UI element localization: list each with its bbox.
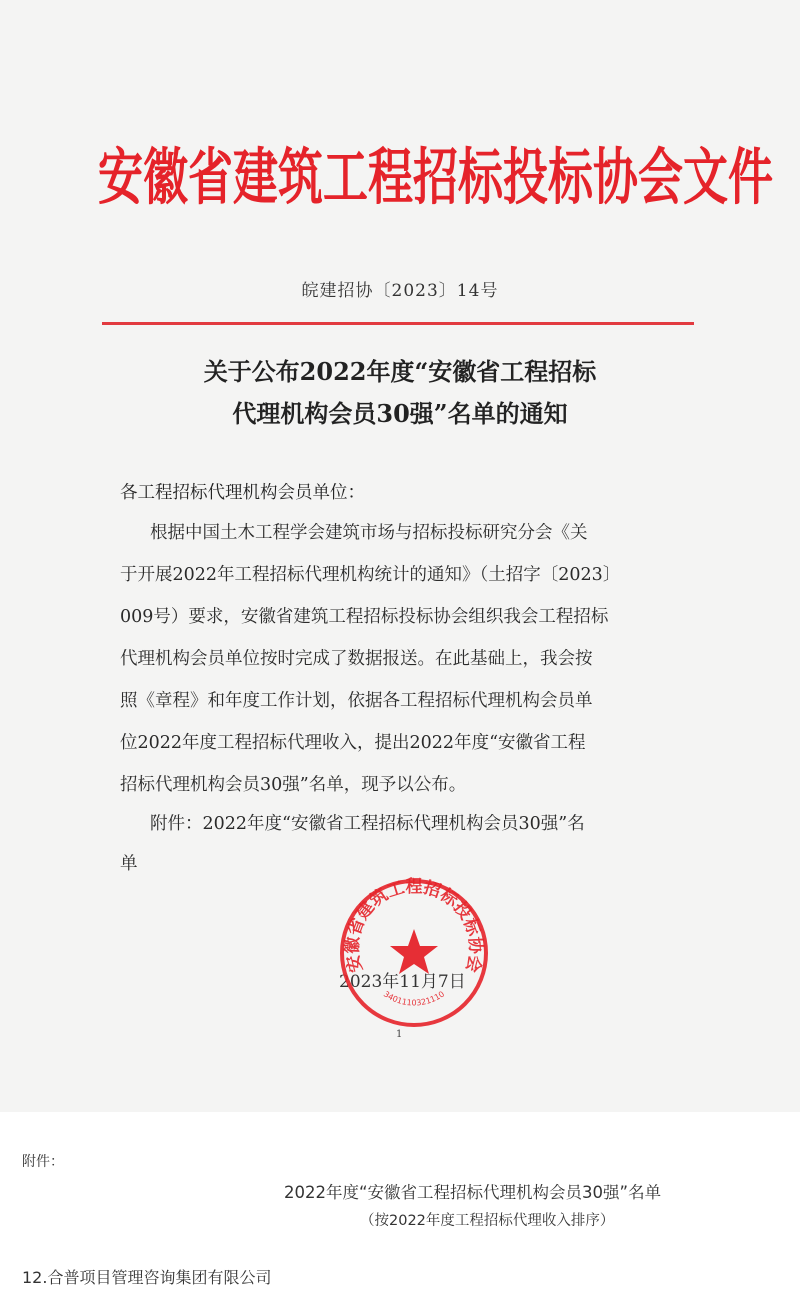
svg-text:3401110321110	[382, 989, 446, 1007]
body-line-7: 招标代理机构会员30强”名单，现予以公布。	[120, 775, 467, 795]
body-line-3: 009号）要求，安徽省建筑工程招标投标协会组织我会工程招标	[120, 607, 609, 627]
attachment-line-1: 附件：2022年度“安徽省工程招标代理机构会员30强”名	[150, 814, 585, 834]
list-item: 12.合普项目管理咨询集团有限公司	[22, 1268, 272, 1287]
attachment-list-title: 2022年度“安徽省工程招标代理机构会员30强”名单	[284, 1183, 662, 1202]
body-line-2: 于开展2022年工程招标代理机构统计的通知》（土招字〔2023〕	[120, 565, 621, 585]
document-date: 2023年11月7日	[339, 972, 466, 992]
seal-star-icon	[390, 929, 438, 974]
body-line-5: 照《章程》和年度工作计划，依据各工程招标代理机构会员单	[120, 691, 593, 711]
attachment-line-2: 单	[120, 854, 138, 874]
notice-title-line-1: 关于公布2022年度“安徽省工程招标	[203, 357, 597, 386]
official-seal-stamp	[338, 877, 490, 1029]
notice-title-line-2: 代理机构会员30强”名单的通知	[232, 399, 568, 428]
header-divider	[102, 322, 694, 325]
seal-text: 安徽省建筑工程招标投标协会	[342, 877, 486, 975]
attachment-label: 附件：	[22, 1154, 64, 1170]
attachment-list-subtitle: （按2022年度工程招标代理收入排序）	[360, 1213, 615, 1229]
seal-code: 3401110321110	[381, 989, 447, 1008]
body-line-6: 位2022年度工程招标代理收入，提出2022年度“安徽省工程	[120, 733, 586, 753]
page-number: 1	[396, 1029, 403, 1040]
body-line-1: 根据中国土木工程学会建筑市场与招标投标研究分会《关	[150, 523, 588, 543]
document-number: 皖建招协〔2023〕14号	[301, 281, 499, 301]
salutation: 各工程招标代理机构会员单位：	[120, 483, 365, 503]
body-line-4: 代理机构会员单位按时完成了数据报送。在此基础上，我会按	[120, 649, 593, 669]
document-header-title: 安徽省建筑工程招标投标协会文件	[98, 141, 774, 214]
